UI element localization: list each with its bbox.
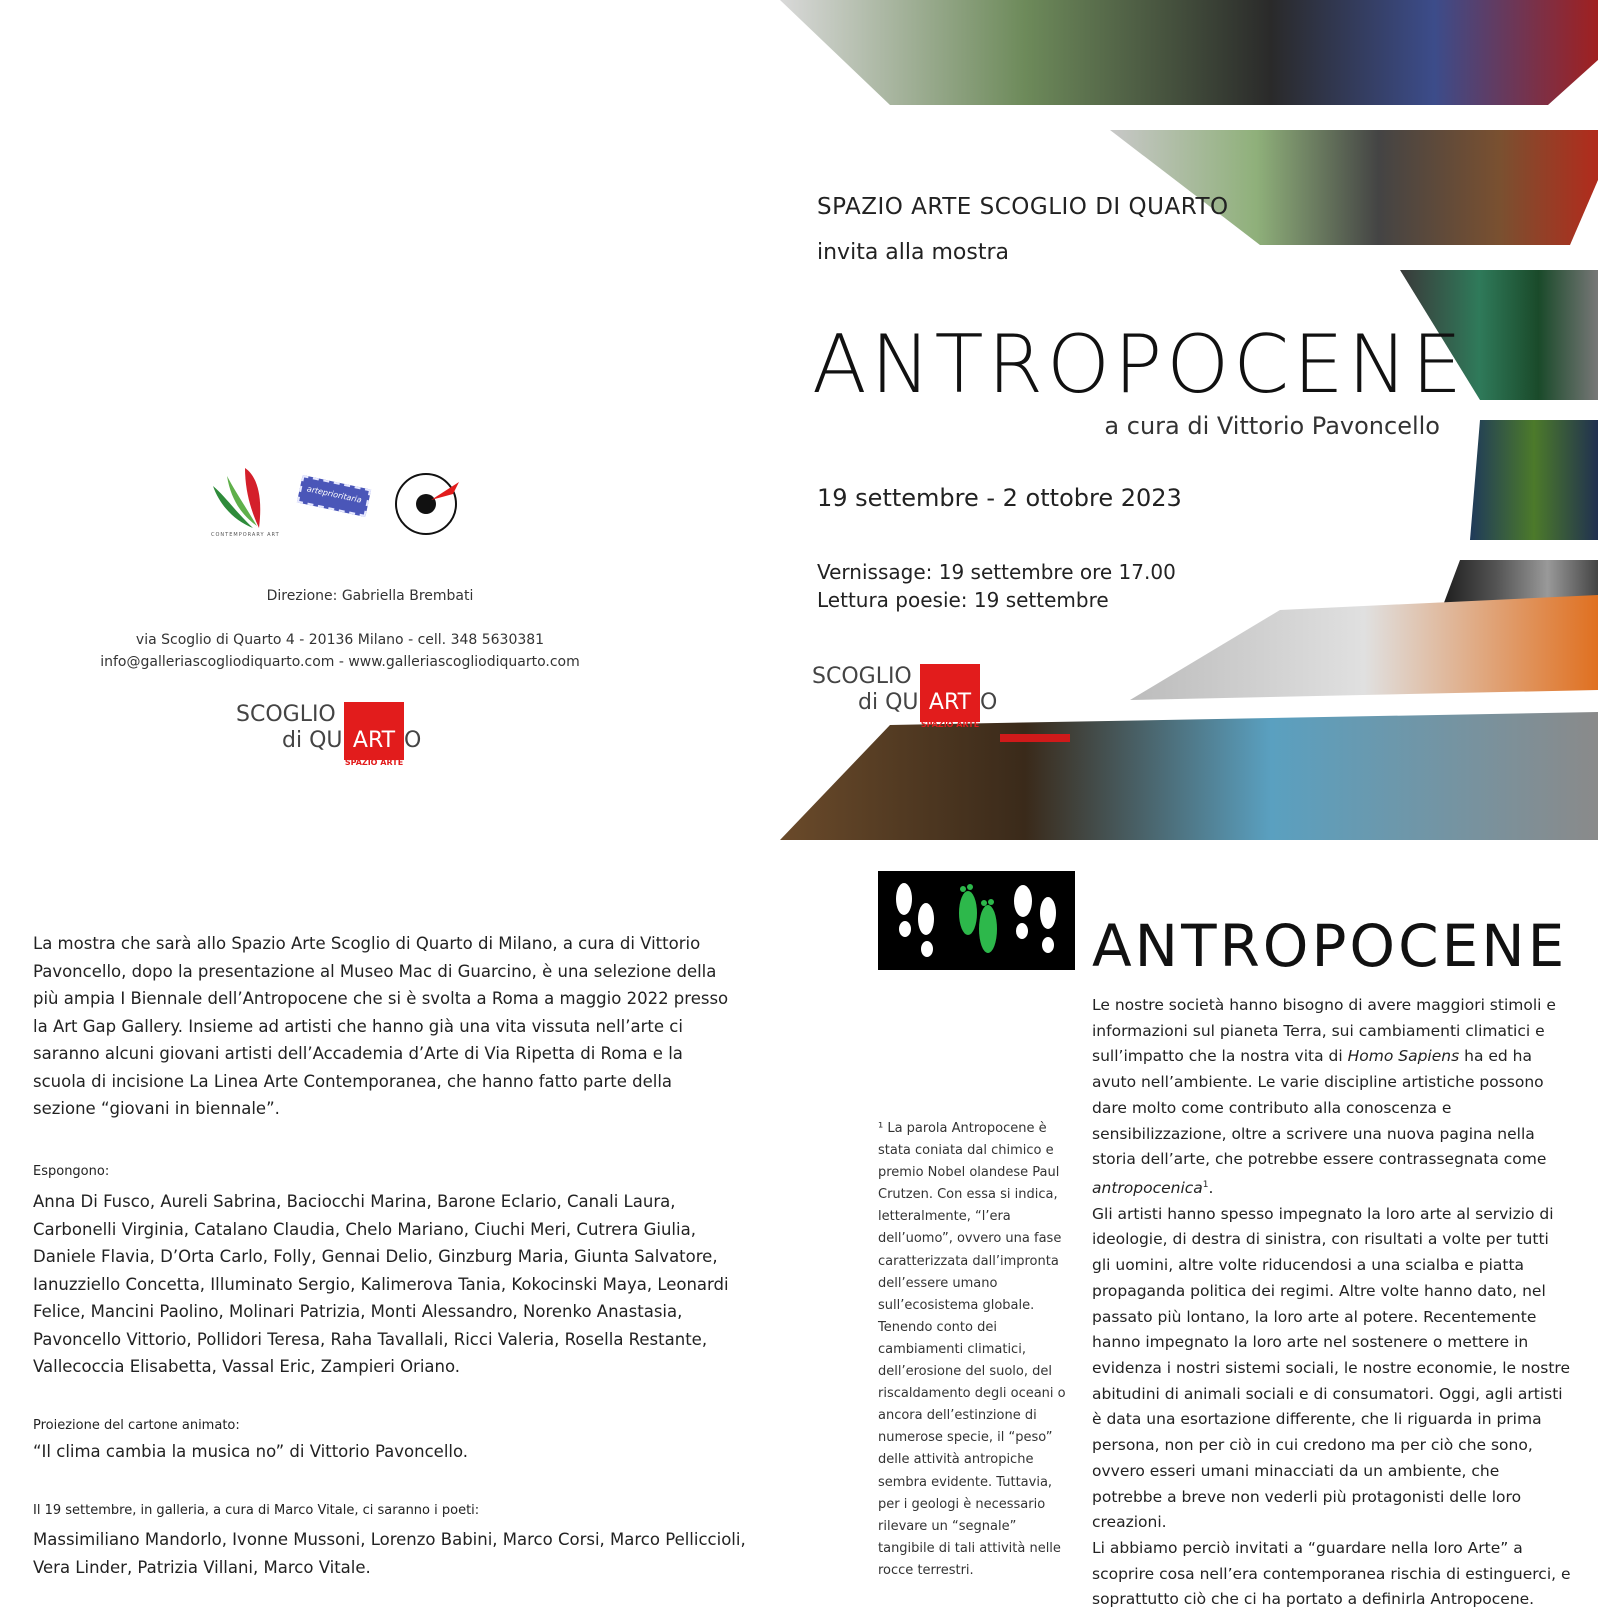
essay-homo-sapiens: Homo Sapiens bbox=[1347, 1047, 1460, 1066]
organization-name: SPAZIO ARTE SCOGLIO DI QUARTO bbox=[817, 194, 1229, 220]
cartoon-title: “Il clima cambia la musica no” di Vittorio Pavoncello. bbox=[33, 1442, 469, 1461]
footnote-ref: 1 bbox=[1202, 1179, 1209, 1190]
scoglio-logo-left bbox=[236, 702, 436, 782]
logo-art-word: ART bbox=[928, 690, 972, 715]
poetry-reading-info: Lettura poesie: 19 settembre bbox=[817, 588, 1109, 612]
stamp-logo-text: arteprioritaria bbox=[297, 475, 371, 517]
scuola-logo-icon bbox=[393, 468, 463, 538]
footnote: ¹ La parola Antropocene è stata coniata dal chimico e premio Nobel olandese Paul Crutzen. Con essa si indica, letteralmente, “l’era dell’uomo”, ovvero una fase caratterizzata dall’impronta dell’essere umano sull’ecosistema globale. Tenendo conto dei cambiamenti climatici, dell’erosione del suolo, del riscaldamento degli oceani o ancora dell’estinzione di numerose specie, il “peso” delle attività antropiche sembra evidente. Tuttavia, per i geologi è necessario rilevare un “segnale” tangibile di tali attività nelle rocce terrestri. bbox=[878, 1121, 1066, 1578]
logo-subtitle: SPAZIO ARTE bbox=[344, 758, 404, 767]
logo-art-word: ART bbox=[352, 728, 396, 753]
espongono-label: Espongono: bbox=[33, 1164, 110, 1179]
gallery-address: via Scoglio di Quarto 4 - 20136 Milano - cell. 348 5630381 bbox=[135, 632, 545, 648]
exhibition-dates: 19 settembre - 2 ottobre 2023 bbox=[817, 484, 1182, 512]
leaf-logo-caption: CONTEMPORARY ART bbox=[211, 532, 280, 538]
poets-list: Massimiliano Mandorlo, Ivonne Mussoni, Lorenzo Babini, Marco Corsi, Marco Pellicciolі, Vera Linder, Patrizia Villani, Marco Vitale. bbox=[33, 1530, 746, 1577]
essay-p3: Li abbiamo perciò invitati a “guardare nella loro Arte” a scoprire cosa nell’era contemporanea rischia di estinguerci, e soprattutto ciò che ci ha portato a definirla Antropocene. bbox=[1092, 1538, 1571, 1609]
partner-logos bbox=[205, 466, 495, 546]
scoglio-logo-right bbox=[812, 664, 1012, 744]
logo-subtitle: SPAZIO ARTE bbox=[920, 720, 980, 729]
essay-antropocenica: antropocenica bbox=[1092, 1179, 1203, 1198]
essay-title: ANTROPOCENE bbox=[1092, 912, 1568, 980]
footprints-icon bbox=[878, 871, 1075, 970]
vernissage-info: Vernissage: 19 settembre ore 17.00 bbox=[817, 560, 1176, 584]
stamp-logo-icon bbox=[293, 478, 373, 520]
logo-line1: SCOGLIO bbox=[236, 702, 336, 727]
gallery-contact-links[interactable]: info@galleriascogliodiquarto.com - www.galleriascogliodiquarto.com bbox=[100, 654, 580, 670]
essay-p1-end: . bbox=[1208, 1179, 1214, 1198]
exhibition-title: ANTROPOCENE bbox=[812, 318, 1466, 411]
logo-line2-prefix: di QU bbox=[282, 728, 343, 753]
essay-p1-mid: ha ed ha avuto nell’ambiente. Le varie discipline artistiche possono dare molto come contributo alla conoscenza e sensibilizzazione, oltre a scrivere una nuova pagina nella storia dell’arte, che potrebbe essere contrassegnata come bbox=[1092, 1047, 1547, 1169]
logo-line1: SCOGLIO bbox=[812, 664, 912, 689]
invite-text: invita alla mostra bbox=[817, 240, 1009, 265]
proiezione-label: Proiezione del cartone animato: bbox=[33, 1418, 240, 1433]
essay-p1-start: Le nostre società hanno bisogno di avere maggiori stimoli e informazioni sul pianeta Terra, sui cambiamenti climatici e sull’impatto che la nostra vita di bbox=[1092, 996, 1556, 1066]
logo-line2-suffix: O bbox=[980, 690, 998, 715]
artists-list: Anna Di Fusco, Aureli Sabrina, Baciocchi Marina, Barone Eclario, Canali Laura, Carbonelli Virginia, Catalano Claudia, Chelo Mariano, Ciuchi Meri, Cutrera Giulia, Daniele Flavia, D’Orta Carlo, Folly, Gennai Delio, Ginzburg Maria, Giunta Salvatore, Ianuzziello Concetta, Illuminato Sergio, Kalimerova Tania, Kokocinski Maya, Leonardi Felice, Mancini Paolino, Molinari Patrizia, Monti Alessandro, Norenko Anastasia, Pavoncello Vittorio, Pollidori Teresa, Raha Tavallali, Ricci Valeria, Rosella Restante, Vallecoccia Elisabetta, Vassal Eric, Zampieri Oriano. bbox=[33, 1192, 729, 1376]
logo-line2-prefix: di QU bbox=[858, 690, 919, 715]
essay-p2: Gli artisti hanno spesso impegnato la loro arte al servizio di ideologie, di destra di sinistra, con risultati a volte per tutti gli uomini, altre volte riducendosi a una scialba e piatta propaganda politica dei regimi. Altre volte hanno dato, nel passato più lontano, la loro arte al potere. Recentemente hanno impegnato la loro arte nel sostenere o mettere in evidenza i nostri sistemi sociali, le nostre economie, le nostre abitudini di animali sociali e di consumatori. Oggi, agli artisti è data una esortazione differente, che li riguarda in prima persona, non per ciò in cui credono ma per ciò che sono, ovvero esseri umani minacciati da un ambiente, che potrebbe a breve non vederli più protagonisti delle loro creazioni. bbox=[1092, 1204, 1570, 1532]
direzione-text: Direzione: Gabriella Brembati bbox=[266, 588, 474, 604]
logo-line2-suffix: O bbox=[404, 728, 422, 753]
curator-line: a cura di Vittorio Pavoncello bbox=[1104, 412, 1440, 440]
leaf-logo-icon bbox=[205, 466, 285, 546]
intro-paragraph: La mostra che sarà allo Spazio Arte Scoglio di Quarto di Milano, a cura di Vittorio Pavoncello, dopo la presentazione al Museo Mac di Guarcino, è una selezione della più ampia I Biennale dell’Antropocene che si è svolta a Roma a maggio 2022 presso la Art Gap Gallery. Insieme ad artisti che hanno già una vita vissuta nell’arte ci saranno alcuni giovani artisti dell’Accademia d’Arte di Via Ripetta di Roma e la scuola di incisione La Linea Arte Contemporanea, che hanno fatto parte della sezione “giovani in biennale”. bbox=[33, 934, 729, 1118]
essay-body bbox=[1092, 993, 1572, 1613]
poets-label: Il 19 settembre, in galleria, a cura di Marco Vitale, ci saranno i poeti: bbox=[33, 1503, 480, 1518]
